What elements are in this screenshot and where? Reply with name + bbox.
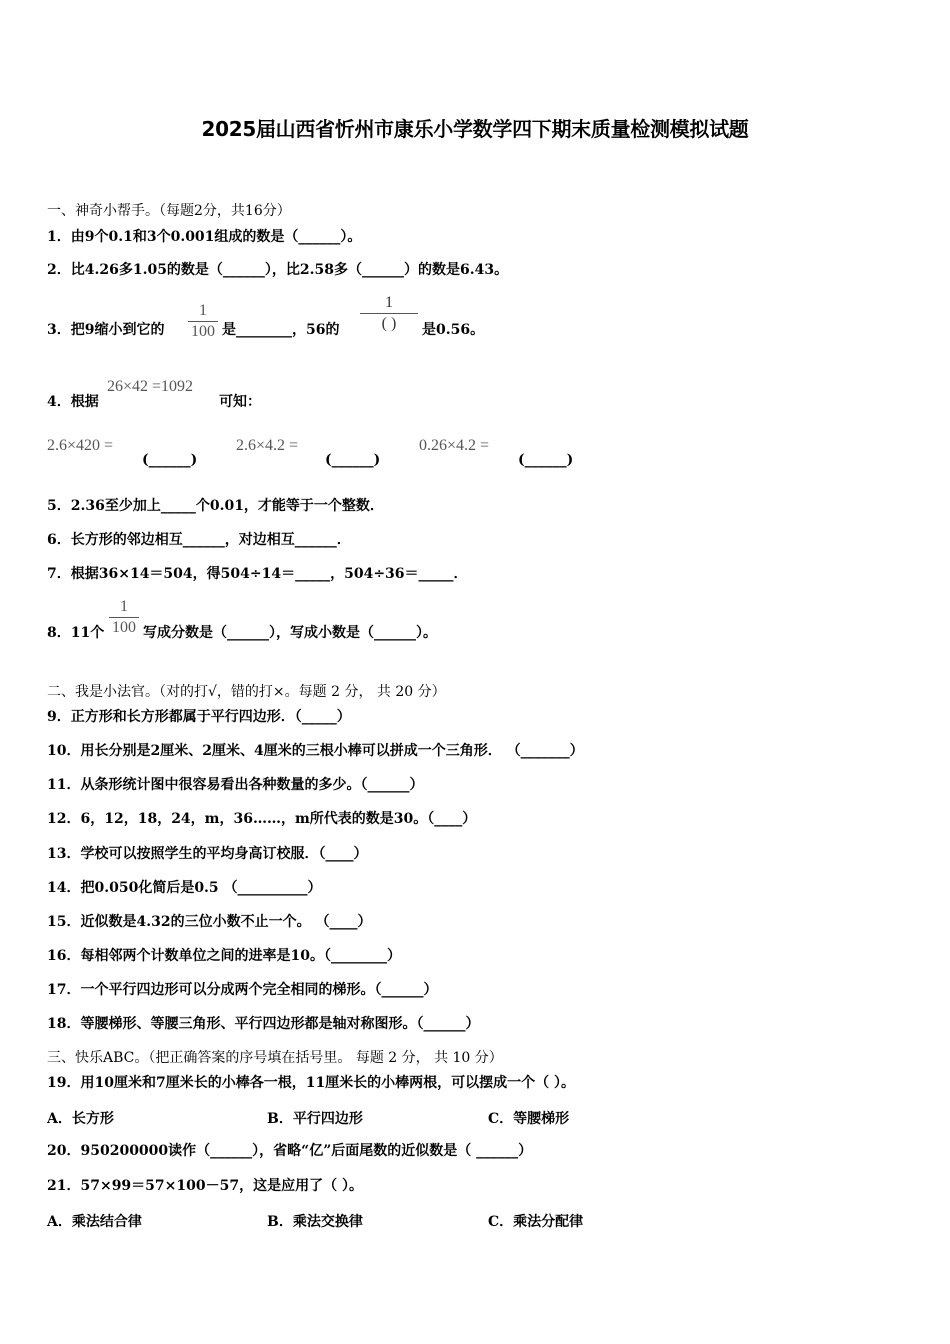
q8-fraction bbox=[109, 598, 139, 637]
page-title: 2025届山西省忻州市康乐小学数学四下期末质量检测模拟试题 bbox=[201, 117, 749, 141]
question-21: 21．57×99＝57×100－57，这是应用了（ ）。 bbox=[47, 1178, 363, 1194]
question-2: 2．比4.26多1.05的数是（______），比2.58多（______）的数是6.43。 bbox=[47, 262, 509, 278]
q3-prefix: 3．把9缩小到它的 bbox=[47, 322, 165, 338]
section1-heading: 一、神奇小帮手。（每题2分，共16分） bbox=[47, 203, 291, 219]
question-11: 11．从条形统计图中很容易看出各种数量的多少。（______） bbox=[47, 777, 424, 793]
question-10: 10．用长分别是2厘米、2厘米、4厘米的三根小棒可以拼成一个三角形． （_______） bbox=[47, 743, 584, 759]
fraction-bar bbox=[188, 321, 218, 322]
q8-frac-denominator: 100 bbox=[112, 619, 136, 636]
q3-frac-numerator: 1 bbox=[199, 302, 207, 319]
question-17: 17．一个平行四边形可以分成两个完全相同的梯形。（______） bbox=[47, 982, 438, 998]
q3-frac-denominator: 100 bbox=[191, 323, 215, 340]
q3-suffix: 是0.56。 bbox=[422, 322, 485, 338]
q3-fraction-2 bbox=[360, 294, 418, 333]
question-5: 5．2.36至少加上_____个0.01，才能等于一个整数． bbox=[47, 498, 384, 514]
question-20: 20．950200000读作（______），省略“亿”后面尾数的近似数是（ ______） bbox=[47, 1143, 533, 1159]
q19-option-c: C．等腰梯形 bbox=[488, 1111, 570, 1127]
q4-prefix: 4．根据 bbox=[47, 394, 99, 410]
question-13: 13．学校可以按照学生的平均身高订校服．（____） bbox=[47, 846, 368, 862]
q4-equation: 26×42 =1092 bbox=[107, 378, 194, 395]
q3-frac2-numerator: 1 bbox=[385, 294, 393, 311]
q3-frac2-denominator: ( ) bbox=[381, 315, 397, 332]
q4-suffix: 可知： bbox=[219, 394, 261, 410]
section2-heading: 二、我是小法官。（对的打√，错的打×。每题 2 分， 共 20 分） bbox=[47, 684, 446, 700]
q4-blank-3: (______) bbox=[518, 452, 574, 468]
q8-prefix: 8．11个 bbox=[47, 625, 105, 641]
q4-expr-1: 2.6×420 = bbox=[47, 437, 114, 454]
question-7: 7．根据36×14＝504，得504÷14＝_____，504÷36＝_____． bbox=[47, 566, 468, 582]
q3-middle: 是________，56的 bbox=[222, 322, 340, 338]
question-18: 18．等腰梯形、等腰三角形、平行四边形都是轴对称图形。（______） bbox=[47, 1016, 480, 1032]
fraction-bar bbox=[360, 313, 418, 314]
question-9: 9．正方形和长方形都属于平行四边形．（_____） bbox=[47, 709, 351, 725]
q4-blank-1: (______) bbox=[142, 452, 198, 468]
question-1: 1．由9个0.1和3个0.001组成的数是（______）。 bbox=[47, 229, 362, 245]
question-16: 16．每相邻两个计数单位之间的进率是10。（________） bbox=[47, 948, 401, 964]
q8-suffix: 写成分数是（______），写成小数是（______）。 bbox=[143, 625, 437, 641]
q4-expr-2: 2.6×4.2 = bbox=[236, 437, 299, 454]
question-14: 14．把0.050化简后是0.5 （__________） bbox=[47, 880, 322, 896]
q21-option-b: B．乘法交换律 bbox=[267, 1214, 363, 1230]
question-6: 6．长方形的邻边相互______，对边相互______． bbox=[47, 532, 351, 548]
question-12: 12．6，12，18，24，m，36……，m所代表的数是30。（____） bbox=[47, 811, 477, 827]
q3-fraction bbox=[188, 302, 218, 341]
q19-option-a: A．长方形 bbox=[47, 1111, 114, 1127]
q8-frac-numerator: 1 bbox=[120, 598, 128, 615]
section3-heading: 三、快乐ABC。（把正确答案的序号填在括号里。 每题 2 分， 共 10 分） bbox=[47, 1050, 503, 1066]
fraction-bar bbox=[109, 617, 139, 618]
question-19: 19．用10厘米和7厘米长的小棒各一根，11厘米长的小棒两根，可以摆成一个（ ）。 bbox=[47, 1075, 576, 1091]
q21-option-a: A．乘法结合律 bbox=[47, 1214, 142, 1230]
q19-option-b: B．平行四边形 bbox=[267, 1111, 363, 1127]
q4-expr-3: 0.26×4.2 = bbox=[419, 437, 490, 454]
q4-blank-2: (______) bbox=[325, 452, 381, 468]
q21-option-c: C．乘法分配律 bbox=[488, 1214, 584, 1230]
question-15: 15．近似数是4.32的三位小数不止一个。 （____） bbox=[47, 914, 372, 930]
